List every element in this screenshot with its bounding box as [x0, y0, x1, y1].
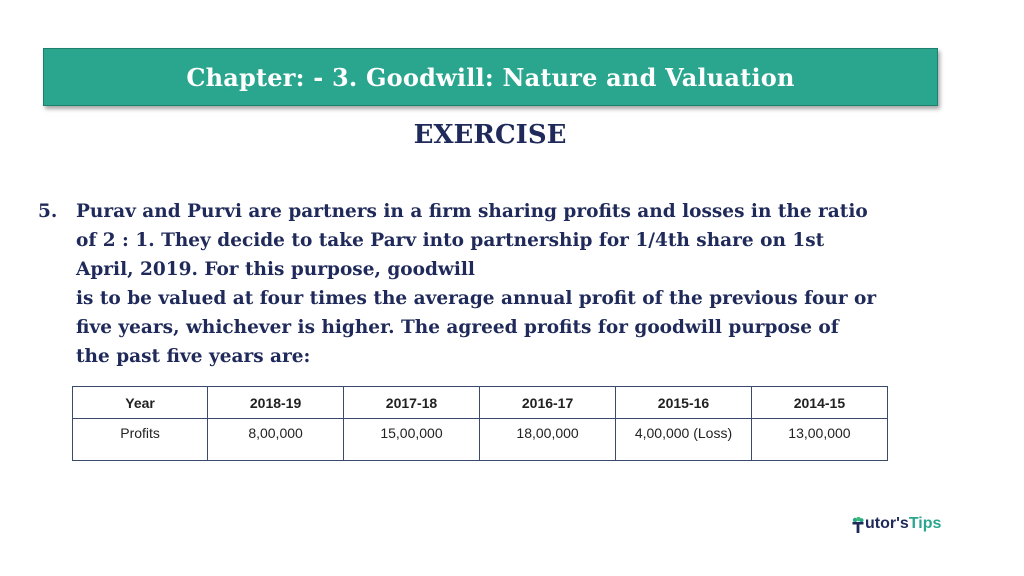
- chapter-title: Chapter: - 3. Goodwill: Nature and Valuation: [186, 62, 795, 92]
- table-header-cell: 2017-18: [343, 387, 479, 419]
- question-number: 5.: [38, 201, 58, 222]
- table-header-cell: Year: [73, 387, 208, 419]
- question-line: Purav and Purvi are partners in a firm sharing profits and losses in the ratio: [76, 201, 868, 222]
- brand-text-part2: Tips: [908, 515, 942, 532]
- table-header-cell: 2018-19: [208, 387, 344, 419]
- table-header-cell: 2015-16: [616, 387, 752, 419]
- exercise-heading: EXERCISE: [413, 120, 567, 150]
- table-cell: 13,00,000: [751, 419, 887, 461]
- profits-table: [72, 386, 888, 461]
- question-text: [76, 197, 928, 371]
- table-cell: 8,00,000: [208, 419, 344, 461]
- question-line: is to be valued at four times the average annual profit of the previous four or: [76, 288, 877, 309]
- table-cell: Profits: [73, 419, 208, 461]
- table-header-row: [73, 387, 888, 419]
- question-block: [38, 197, 928, 371]
- question-line: the past five years are:: [76, 346, 311, 367]
- question-line: of 2 : 1. They decide to take Parv into partnership for 1/4th share on 1st: [76, 230, 825, 251]
- table-header-cell: 2014-15: [751, 387, 887, 419]
- table-header-cell: 2016-17: [480, 387, 616, 419]
- table-row: [73, 419, 888, 461]
- chapter-banner: [43, 48, 938, 106]
- table-cell: 4,00,000 (Loss): [616, 419, 752, 461]
- tree-t-logo-icon: [852, 517, 864, 533]
- tutors-tips-logo: [852, 515, 941, 533]
- brand-text-part1: utor's: [865, 515, 909, 532]
- question-line: April, 2019. For this purpose, goodwill: [76, 259, 475, 280]
- table-cell: 18,00,000: [480, 419, 616, 461]
- table-cell: 15,00,000: [343, 419, 479, 461]
- question-line: five years, whichever is higher. The agreed profits for goodwill purpose of: [76, 317, 839, 338]
